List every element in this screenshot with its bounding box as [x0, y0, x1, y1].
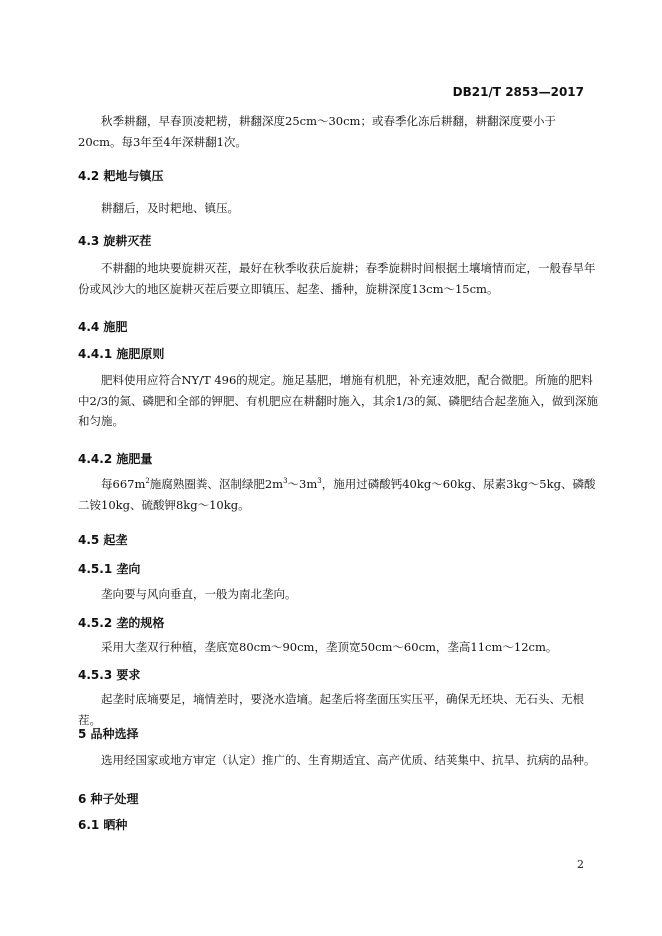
fertilizer-text-d: ，施用过磷酸钙40kg～60kg、尿素3kg～5kg、磷酸二铵10kg、硫酸钾8kg～10kg。: [78, 477, 596, 512]
fertilizer-text-b: 施腐熟圈粪、沤制绿肥2m: [149, 477, 284, 491]
fertilizer-text-a: 每667m: [101, 477, 146, 491]
paragraph-4-5-1: 垄向要与风向垂直，一般为南北垄向。: [101, 587, 297, 601]
heading-4-4: 4.4 施肥: [78, 320, 128, 334]
fertilizer-sup-1: 2: [145, 477, 150, 486]
heading-4-2: 4.2 耙地与镇压: [78, 169, 164, 183]
heading-5: 5 品种选择: [78, 727, 139, 741]
paragraph-4-4-1: 肥料使用应符合NY/T 496的规定。施足基肥，增施有机肥，补充速效肥，配合微肥。所施的肥料中2/3的氮、磷肥和全部的钾肥、有机肥应在耕翻时施入，其余1/3的氮、磷肥结合起垄施入，做到深施和匀施。: [78, 373, 599, 429]
fertilizer-sup-2: 3: [283, 477, 288, 486]
document-code: DB21/T 2853—2017: [452, 85, 584, 99]
paragraph-4-5-2: 采用大垄双行种植，垄底宽80cm～90cm，垄顶宽50cm～60cm，垄高11cm～12cm。: [101, 640, 558, 654]
paragraph-4-3: 不耕翻的地块要旋耕灭茬，最好在秋季收获后旋耕；春季旋耕时间根据土壤墒情而定，一般春旱年份或风沙大的地区旋耕灭茬后要立即镇压、起垄、播种，旋耕深度13cm～15cm。: [78, 261, 596, 296]
heading-4-5-2: 4.5.2 垄的规格: [78, 616, 165, 630]
paragraph-autumn-plowing: 秋季耕翻，早春顶凌耙耢，耕翻深度25cm～30cm；或春季化冻后耕翻，耕翻深度要小于20cm。每3年至4年深耕翻1次。: [78, 114, 556, 149]
page-number: 2: [577, 858, 584, 871]
fertilizer-text-c: ～3m: [287, 477, 318, 491]
fertilizer-sup-3: 3: [317, 477, 322, 486]
heading-4-5: 4.5 起垄: [78, 533, 128, 547]
paragraph-4-5-3: 起垄时底墒要足，墒情差时，要浇水造墒。起垄后将垄面压实压平，确保无坯块、无石头、无根茬。: [78, 692, 584, 727]
heading-6: 6 种子处理: [78, 792, 139, 806]
paragraph-4-4-2: [78, 474, 598, 515]
heading-6-1: 6.1 晒种: [78, 818, 128, 832]
heading-4-4-1: 4.4.1 施肥原则: [78, 347, 165, 361]
paragraph-4-2: 耕翻后，及时耙地、镇压。: [101, 201, 239, 215]
heading-4-4-2: 4.4.2 施肥量: [78, 452, 153, 466]
heading-4-3: 4.3 旋耕灭茬: [78, 234, 152, 248]
heading-4-5-3: 4.5.3 要求: [78, 668, 141, 682]
paragraph-5: 选用经国家或地方审定（认定）推广的、生育期适宜、高产优质、结荚集中、抗旱、抗病的品种。: [101, 753, 596, 767]
heading-4-5-1: 4.5.1 垄向: [78, 562, 141, 576]
